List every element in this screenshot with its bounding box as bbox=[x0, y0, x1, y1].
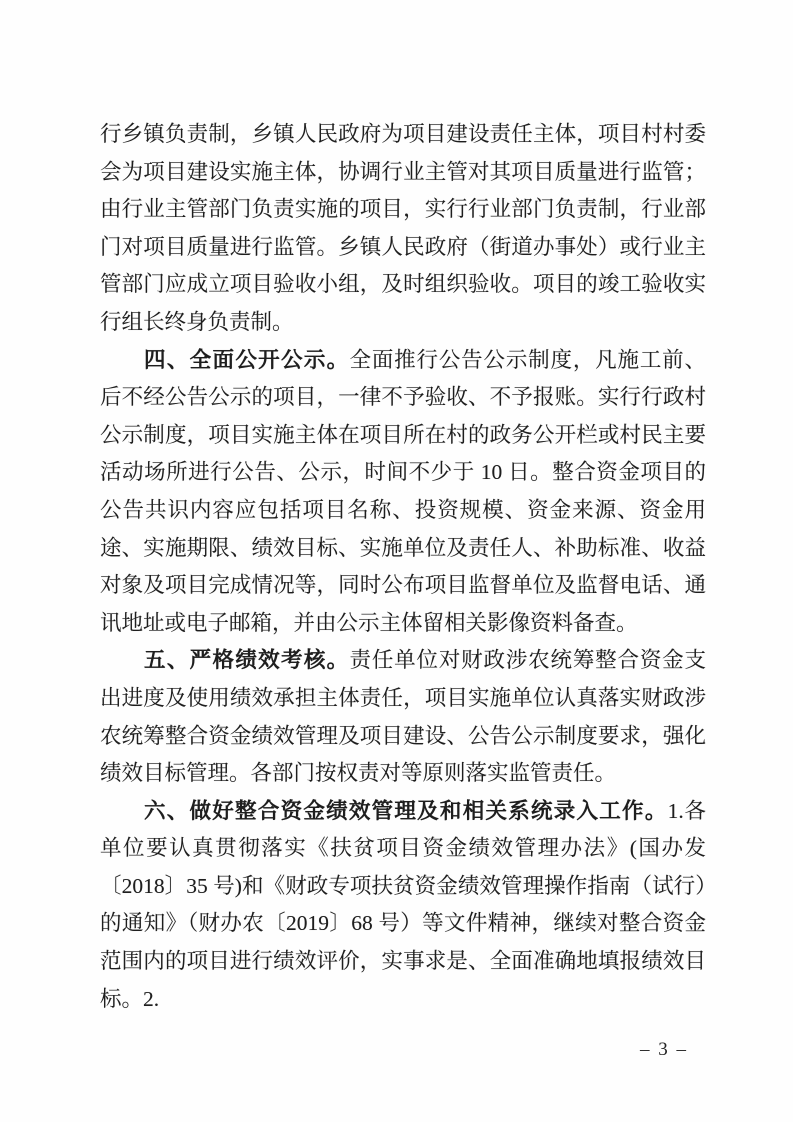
section-4-text: 全面推行公告公示制度，凡施工前、后不经公告公示的项目，一律不予验收、不予报账。实行行政村公示制度，项目实施主体在项目所在村的政务公开栏或村民主要活动场所进行公告、公示，时间不少于 10 日。整合资金项目的公告共识内容应包括项目名称、投资规模、资金来源、资金用途、实施期限、绩效目标、实施单位及责任人、补助标准、收益对象及项目完成情况等，同时公布项目监督单位及监督电话、通讯地址或电子邮箱，并由公示主体留相关影像资料备查。 bbox=[100, 347, 706, 635]
section-6-text: 1.各单位要认真贯彻落实《扶贫项目资金绩效管理办法》(国办发〔2018〕35 号)和《财政专项扶贫资金绩效管理操作指南（试行）的通知》（财办农〔2019〕68 号）等文件精神，继续对整合资金范围内的项目进行绩效评价，实事求是、全面准确地填报绩效目标。2. bbox=[100, 798, 706, 1011]
section-4-heading: 四、全面公开公示。 bbox=[144, 347, 350, 372]
paragraph-continuation-text: 行乡镇负责制，乡镇人民政府为项目建设责任主体，项目村村委会为项目建设实施主体，协调行业主管对其项目质量进行监管；由行业主管部门负责实施的项目，实行行业部门负责制，行业部门对项目质量进行监管。乡镇人民政府（街道办事处）或行业主管部门应成立项目验收小组，及时组织验收。项目的竣工验收实行组长终身负责制。 bbox=[100, 122, 706, 334]
section-5-heading: 五、严格绩效考核。 bbox=[144, 648, 350, 673]
paragraph-section-4 bbox=[100, 342, 706, 643]
paragraph-continuation bbox=[100, 116, 706, 342]
paragraph-section-5 bbox=[100, 642, 706, 792]
document-body bbox=[100, 116, 706, 1018]
section-5-text: 责任单位对财政涉农统筹整合资金支出进度及使用绩效承担主体责任，项目实施单位认真落实财政涉农统筹整合资金绩效管理及项目建设、公告公示制度要求，强化绩效目标管理。各部门按权责对等原则落实监管责任。 bbox=[100, 648, 706, 786]
paragraph-section-6 bbox=[100, 793, 706, 1019]
page-number: – 3 – bbox=[640, 1039, 688, 1060]
section-6-heading: 六、做好整合资金绩效管理及和相关系统录入工作。 bbox=[144, 798, 668, 823]
